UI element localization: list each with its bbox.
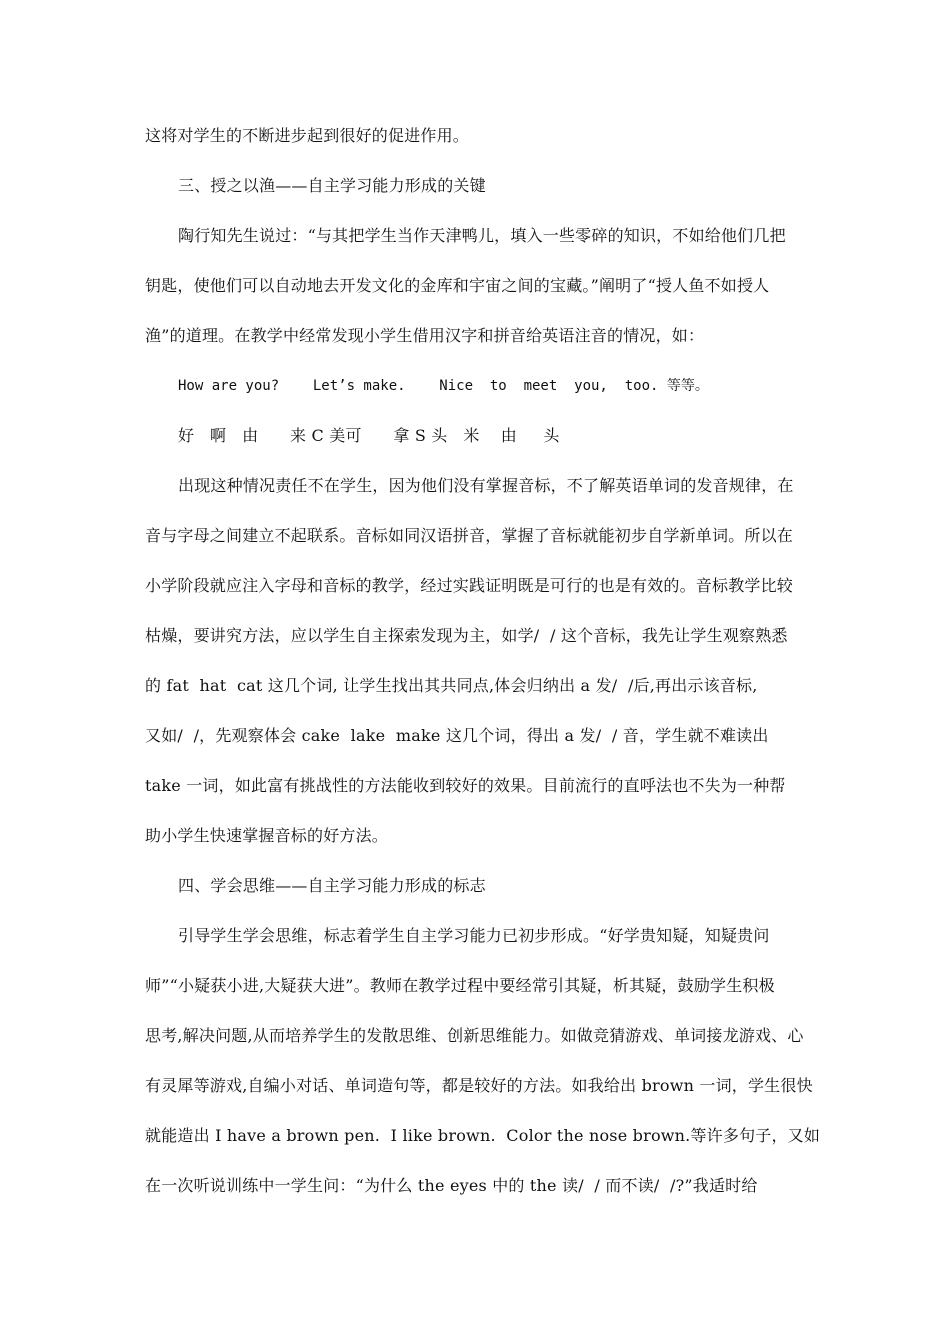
example-english-line: How are you? Let’s make. Nice to meet you, too. 等等。 (178, 378, 709, 394)
paragraph-line: 思考,解决问题,从而培养学生的发散思维、创新思维能力。如做竞猜游戏、单词接龙游戏、心 (145, 1026, 804, 1045)
paragraph-line: 枯燥，要讲究方法，应以学生自主探索发现为主，如学/ / 这个音标，我先让学生观察熟悉 (145, 626, 788, 645)
paragraph-line: 这将对学生的不断进步起到很好的促进作用。 (145, 126, 470, 145)
paragraph-line: 渔”的道理。在教学中经常发现小学生借用汉字和拼音给英语注音的情况，如： (145, 326, 705, 345)
section-heading: 四、学会思维——自主学习能力形成的标志 (178, 876, 486, 895)
paragraph-line: 助小学生快速掌握音标的好方法。 (145, 826, 389, 845)
paragraph-line: 钥匙，使他们可以自动地去开发文化的金库和宇宙之间的宝藏。”阐明了“授人鱼不如授人 (145, 276, 770, 295)
paragraph-line: 就能造出 I have a brown pen. I like brown. Color the nose brown.等许多句子，又如 (145, 1126, 821, 1145)
paragraph-line: 有灵犀等游戏,自编小对话、单词造句等，都是较好的方法。如我给出 brown 一词，学生很快 (145, 1076, 813, 1095)
paragraph-line: 小学阶段就应注入字母和音标的教学，经过实践证明既是可行的也是有效的。音标教学比较 (145, 576, 794, 595)
example-chinese-transliteration: 好 啊 由 来 C 美可 拿 S 头 米 由 头 (178, 426, 560, 445)
paragraph-line: 在一次听说训练中一学生问：“为什么 the eyes 中的 the 读/ / 而不读/ /?”我适时给 (145, 1176, 758, 1195)
paragraph-line: 音与字母之间建立不起联系。音标如同汉语拼音，掌握了音标就能初步自学新单词。所以在 (145, 526, 794, 545)
paragraph-line: take 一词，如此富有挑战性的方法能收到较好的效果。目前流行的直呼法也不失为一种帮 (145, 776, 786, 795)
paragraph-line: 又如/ /，先观察体会 cake lake make 这几个词，得出 a 发/ / 音，学生就不难读出 (145, 726, 769, 745)
paragraph-line: 出现这种情况责任不在学生，因为他们没有掌握音标，不了解英语单词的发音规律，在 (178, 476, 794, 495)
section-heading: 三、授之以渔——自主学习能力形成的关键 (178, 176, 486, 195)
paragraph-line: 的 fat hat cat 这几个词, 让学生找出其共同点,体会归纳出 a 发/ /后,再出示该音标, (145, 676, 758, 695)
paragraph-line: 师”“小疑获小进,大疑获大进”。教师在教学过程中要经常引其疑，析其疑，鼓励学生积极 (145, 976, 775, 995)
paragraph-line: 引导学生学会思维，标志着学生自主学习能力已初步形成。“好学贵知疑，知疑贵问 (178, 926, 770, 945)
paragraph-line: 陶行知先生说过：“与其把学生当作天津鸭儿，填入一些零碎的知识，不如给他们几把 (178, 226, 786, 245)
